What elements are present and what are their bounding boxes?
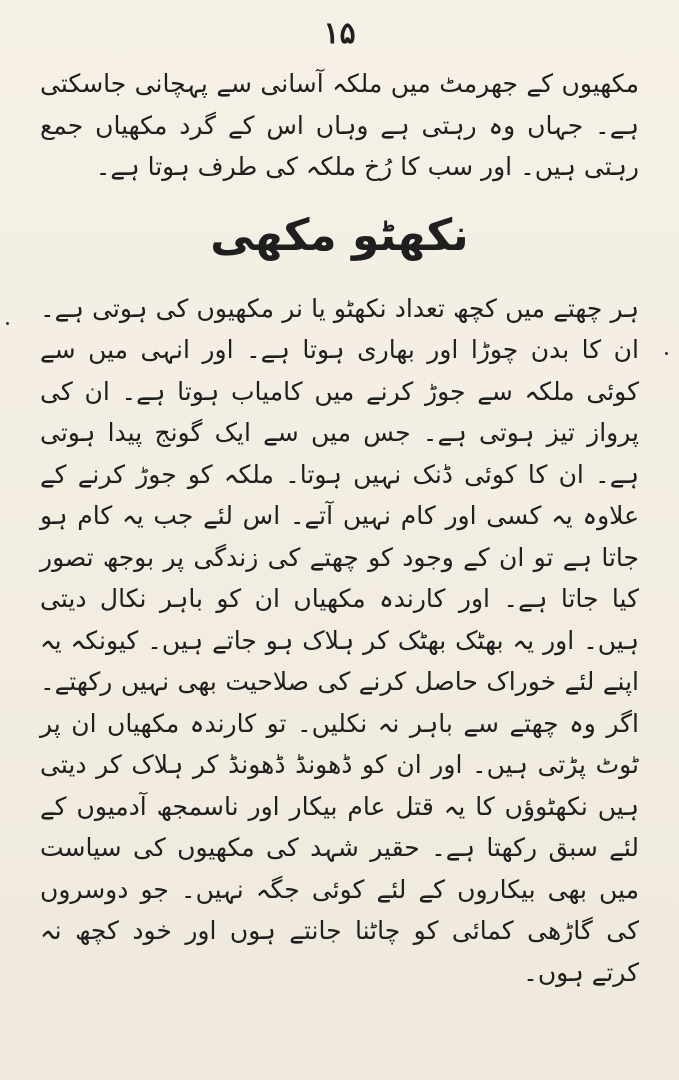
- body-paragraph: ہر چھتے میں کچھ تعداد نکھٹو یا نر مکھیوں کی ہوتی ہے۔ ان کا بدن چوڑا اور بھاری ہوتا ہے۔ اور انہی میں سے کوئی ملکہ سے جوڑ کرنے میں کامیاب ہوتا ہے۔ ان کی پرواز تیز ہوتی ہے۔ جس میں سے ایک گونج پیدا ہوتی ہے۔ ان کا کوئی ڈنک نہیں ہوتا۔ ملکہ کو جوڑ کرنے کے علاوہ یہ کسی اور کام نہیں آتے۔ اس لئے جب یہ کام ہو جاتا ہے تو ان کے وجود کو چھتے کی زندگی پر بوجھ تصور کیا جاتا ہے۔ اور کارندہ مکھیاں ان کو باہر نکال دیتی ہیں۔ اور یہ بھٹک بھٹک کر ہلاک ہو جاتے ہیں۔ کیونکہ یہ اپنے لئے خوراک حاصل کرنے کی صلاحیت بھی نہیں رکھتے۔ اگر وہ چھتے سے باہر نہ نکلیں۔ تو کارندہ مکھیاں ان پر ٹوٹ پڑتی ہیں۔ اور ان کو ڈھونڈ ڈھونڈ کر ہلاک کر دیتی ہیں نکھٹوؤں کا یہ قتل عام بیکار اور ناسمجھ آدمیوں کے لئے سبق رکھتا ہے۔ حقیر شہد کی مکھیوں کی سیاست میں بھی بیکاروں کے لئے کوئی جگہ نہیں۔ جو دوسروں کی گاڑھی کمائی کو چاٹنا جانتے ہوں اور خود کچھ نہ کرتے ہوں۔: [40, 293, 639, 987]
- section-heading: نکھٹو مکھی: [210, 209, 469, 261]
- page-speck: [6, 322, 9, 325]
- page-number: ۱۵: [323, 16, 356, 51]
- intro-paragraph: مکھیوں کے جھرمٹ میں ملکہ آسانی سے پہچانی جاسکتی ہے۔ جہاں وہ رہتی ہے وہاں اس کے گرد مکھیاں جمع رہتی ہیں۔ اور سب کا رُخ ملکہ کی طرف ہوتا ہے۔: [40, 69, 639, 181]
- page-speck: [665, 352, 668, 355]
